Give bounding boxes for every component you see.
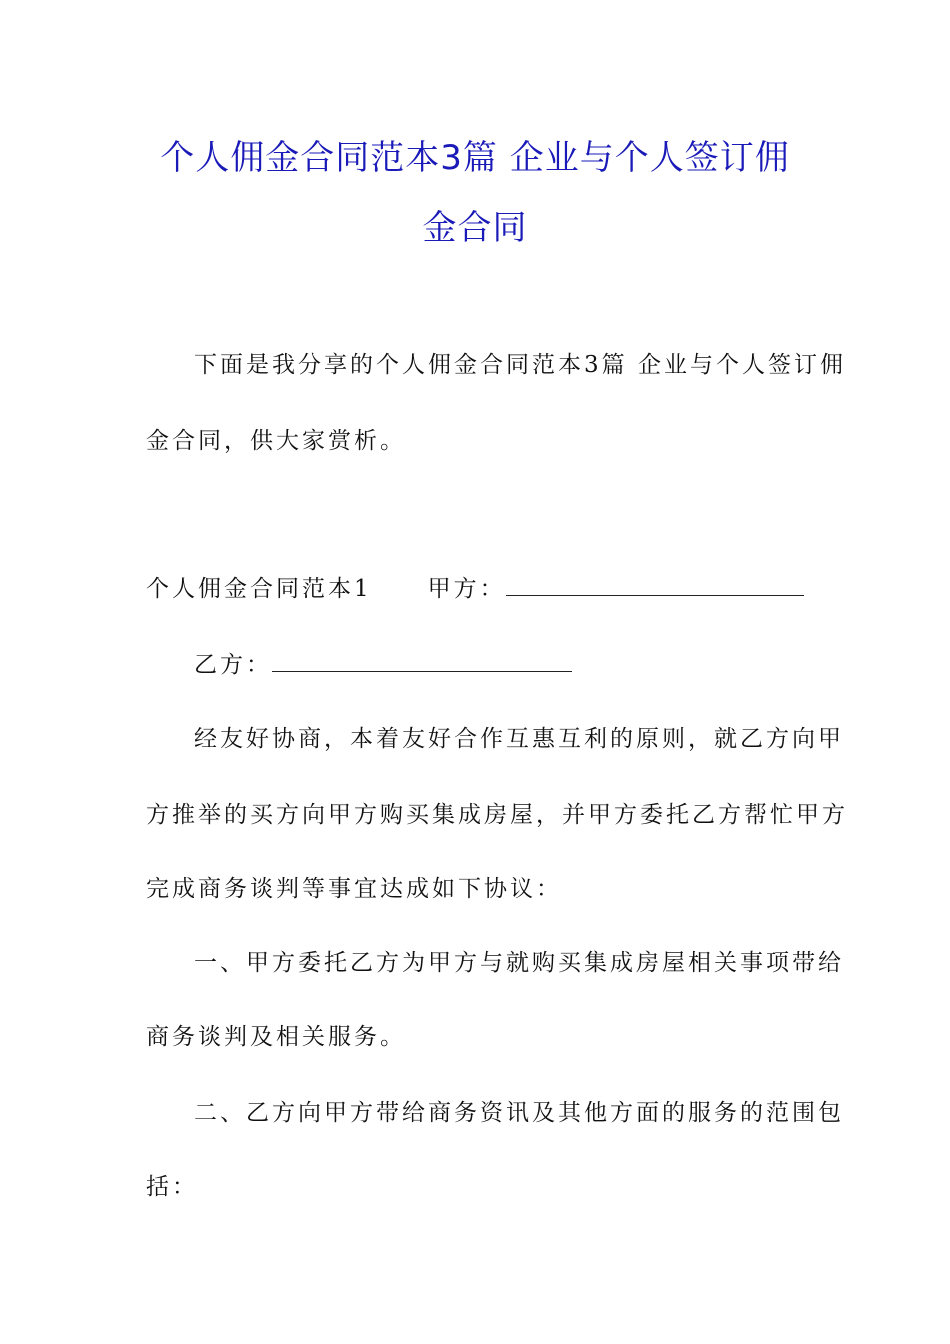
intro-line-1: 下面是我分享的个人佣金合同范本3篇 企业与个人签订佣 <box>194 352 846 378</box>
party-b-label: 乙方： <box>194 652 272 678</box>
party-a-blank-line <box>506 573 804 596</box>
document-title-line-1: 个人佣金合同范本3篇 企业与个人签订佣 <box>160 138 790 178</box>
clause-2-line-2: 括： <box>146 1174 198 1200</box>
sample-1-header-row <box>146 570 804 603</box>
clause-2-line-1: 二、乙方向甲方带给商务资讯及其他方面的服务的范围包 <box>194 1100 844 1126</box>
clause-1-line-1: 一、甲方委托乙方为甲方与就购买集成房屋相关事项带给 <box>194 950 844 976</box>
intro-line-2: 金合同，供大家赏析。 <box>146 428 406 454</box>
party-a-label: 甲方： <box>427 576 506 602</box>
document-title-line-2: 金合同 <box>422 208 528 248</box>
paragraph-1-line-3: 完成商务谈判等事宜达成如下协议： <box>146 876 562 902</box>
sample-1-heading: 个人佣金合同范本1 <box>146 576 372 602</box>
party-b-blank-line <box>272 649 572 672</box>
clause-1-line-2: 商务谈判及相关服务。 <box>146 1024 406 1050</box>
paragraph-1-line-1: 经友好协商，本着友好合作互惠互利的原则，就乙方向甲 <box>194 726 844 752</box>
paragraph-1-line-2: 方推举的买方向甲方购买集成房屋，并甲方委托乙方帮忙甲方 <box>146 802 848 828</box>
party-b-row <box>194 646 572 679</box>
